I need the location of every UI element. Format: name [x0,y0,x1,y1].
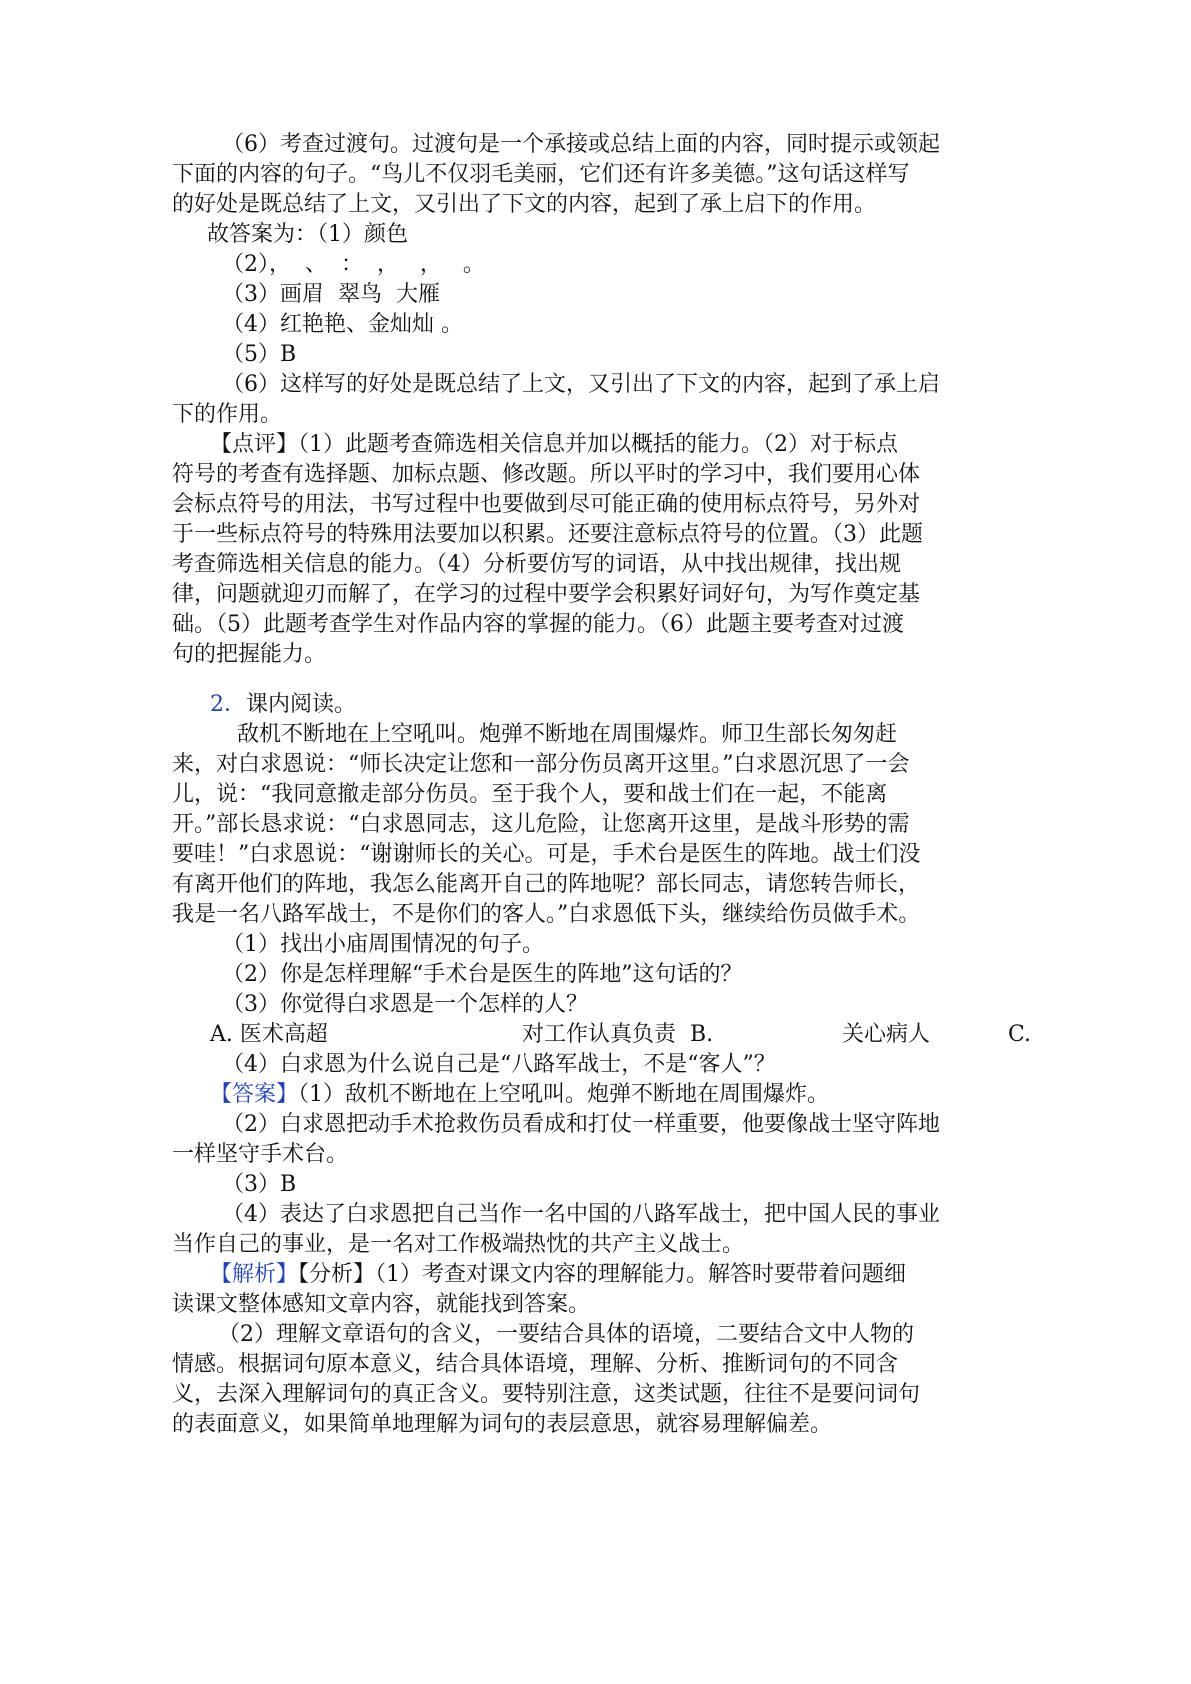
option-c-text: 关心病人 [842,1022,931,1047]
option-b: 对工作认真负责 B. [522,1022,714,1047]
answer-tag: 【答案】 [210,1082,299,1107]
answer1-line-3: （3）画眉 翠鸟 大雁 [222,282,440,307]
comment-line-3: 会标点符号的用法，书写过程中也要做到尽可能正确的使用标点符号，另外对 [172,492,921,517]
analysis-line-3: （2）理解文章语句的含义，一要结合具体的语境，二要结合文中人物的 [218,1322,914,1347]
answer2-text-1: （1）敌机不断地在上空吼叫。炮弹不断地在周围爆炸。 [298,1082,830,1107]
analysis-line-4: 情感。根据词句原本意义，结合具体语境，理解、分析、推断词句的不同含 [172,1352,899,1377]
answer2-line-4: （3）B [222,1172,297,1197]
comment-line-4: 于一些标点符号的特殊用法要加以积累。还要注意标点符号的位置。（3）此题 [172,522,923,547]
passage-line-5: 要哇！”白求恩说：“谢谢师长的关心。可是，手术台是医生的阵地。战士们没 [172,842,921,867]
passage-line-6: 有离开他们的阵地，我怎么能离开自己的阵地呢？部长同志，请您转告师长， [172,872,921,897]
answer1-line-2: （2）， 、 ： ， ， 。 [222,252,485,277]
comment-text: （1）此题考查筛选相关信息并加以概括的能力。（2）对于标点 [298,432,899,457]
comment-line-7: 础。（5）此题考查学生对作品内容的掌握的能力。（6）此题主要考查对过渡 [172,612,904,637]
passage-line-4: 开。”部长恳求说：“白求恩同志，这儿危险，让您离开这里，是战斗形势的需 [172,812,910,837]
answer2-line-2: （2）白求恩把动手术抢救伤员看成和打仗一样重要，他要像战士坚守阵地 [222,1112,940,1137]
sub-question-2: （2）你是怎样理解“手术台是医生的阵地”这句话的？ [222,962,743,987]
p6-line-1: （6）考查过渡句。过渡句是一个承接或总结上面的内容，同时提示或领起 [222,132,940,157]
analysis-line-1 [210,1260,906,1290]
question-2-heading [210,690,356,720]
answer1-line-1: 故答案为：（1）颜色 [207,222,408,247]
answer2-line-5: （4）表达了白求恩把自己当作一名中国的八路军战士，把中国人民的事业 [222,1202,940,1227]
analysis-tag: 【解析】 [210,1262,299,1287]
sub-question-4: （4）白求恩为什么说自己是“八路军战士，不是“客人”？ [222,1052,776,1077]
passage-line-7: 我是一名八路军战士，不是你们的客人。”白求恩低下头，继续给伤员做手术。 [172,902,921,927]
comment-line-6: 律，问题就迎刃而解了，在学习的过程中要学会积累好词好句，为写作奠定基 [172,582,921,607]
option-c: C. [1008,1022,1032,1047]
question-title: 课内阅读。 [246,692,357,717]
analysis-line-6: 的表面意义，如果简单地理解为词句的表层意思，就容易理解偏差。 [172,1412,833,1437]
sub-question-3: （3）你觉得白求恩是一个怎样的人？ [222,992,588,1017]
sub-question-1: （1）找出小庙周围情况的句子。 [222,932,544,957]
option-a: A. 医术高超 [210,1022,328,1047]
p6-line-2: 下面的内容的句子。“鸟儿不仅羽毛美丽，它们还有许多美德。”这句话这样写 [172,162,910,187]
analysis-line-5: 义，去深入理解词句的真正含义。要特别注意，这类试题，往往不是要问词句 [172,1382,921,1407]
answer1-line-4: （4）红艳艳、金灿灿 。 [222,312,463,337]
answer1-line-7: 下的作用。 [172,402,283,427]
analysis-text-1: 【分析】（1）考查对课文内容的理解能力。解答时要带着问题细 [298,1262,907,1287]
p6-line-3: 的好处是既总结了上文，又引出了下文的内容，起到了承上启下的作用。 [172,192,877,217]
answer1-line-6: （6）这样写的好处是既总结了上文，又引出了下文的内容，起到了承上启 [222,372,940,397]
comment-line-5: 考查筛选相关信息的能力。（4）分析要仿写的词语，从中找出规律，找出规 [172,552,901,577]
analysis-line-2: 读课文整体感知文章内容，就能找到答案。 [172,1292,591,1317]
answer1-line-5: （5）B [222,342,297,367]
passage-line-1: 敌机不断地在上空吼叫。炮弹不断地在周围爆炸。师卫生部长匆匆赶 [237,722,898,747]
passage-line-2: 来，对白求恩说：“师长决定让您和一部分伤员离开这里。”白求恩沉思了一会 [172,752,910,777]
comment-line-8: 句的把握能力。 [172,642,327,667]
comment-line-1 [210,430,898,460]
answer2-line-3: 一样坚守手术台。 [172,1142,349,1167]
comment-tag: 【点评】 [210,432,299,457]
question-number: 2． [210,692,246,717]
passage-line-3: 儿，说：“我同意撤走部分伤员。至于我个人，要和战士们在一起，不能离 [172,782,888,807]
comment-line-2: 符号的考查有选择题、加标点题、修改题。所以平时的学习中，我们要用心体 [172,462,921,487]
answer2-line-6: 当作自己的事业，是一名对工作极端热忱的共产主义战士。 [172,1232,745,1257]
answer2-line-1 [210,1080,829,1110]
